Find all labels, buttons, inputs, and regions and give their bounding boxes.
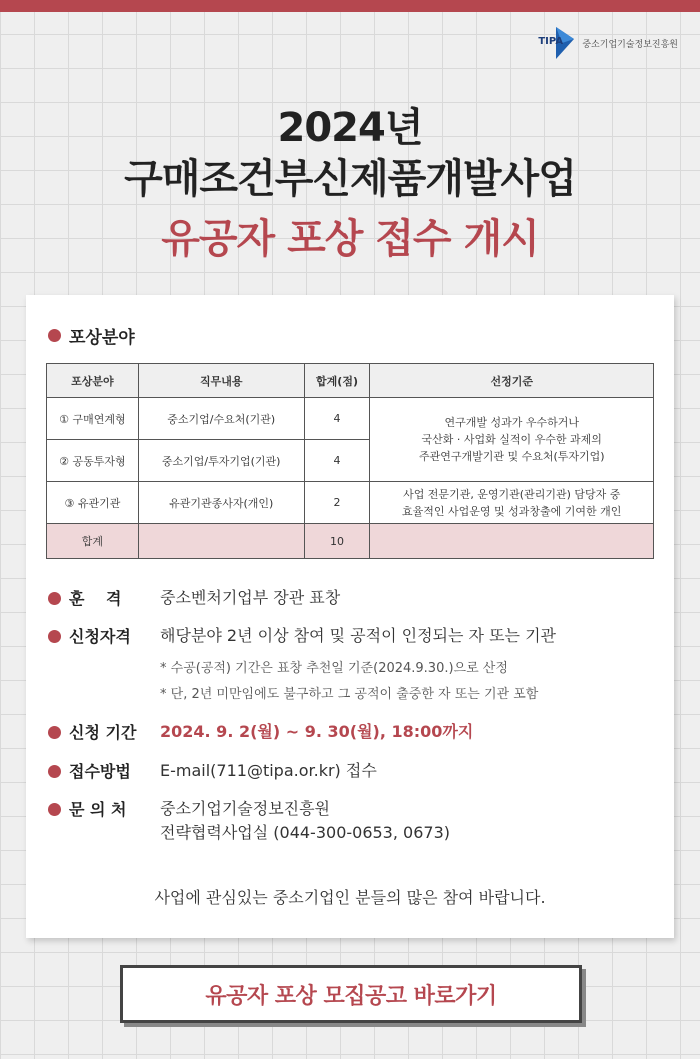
tipa-logo-mark	[538, 25, 576, 61]
info-contact	[48, 797, 450, 845]
info-label	[48, 586, 160, 609]
table-cell-duty: 유관기관종사자(개인)	[138, 482, 304, 524]
bullet-dot-icon	[48, 329, 61, 342]
logo-text-ko: 중소기업기술정보진흥원	[582, 39, 678, 50]
table-total-row	[47, 524, 654, 559]
bullet-dot-icon	[48, 630, 61, 643]
period-value: 2024. 9. 2(월) ~ 9. 30(월), 18:00까지	[160, 722, 474, 741]
bullet-dot-icon	[48, 803, 61, 816]
bullet-dot-icon	[48, 592, 61, 605]
eligibility-note-2: * 단, 2년 미만임에도 불구하고 그 공적이 출중한 자 또는 기관 포함	[160, 687, 539, 702]
criteria-line: 주관연구개발기관 및 수요처(투자기업)	[418, 450, 605, 463]
table-total-empty	[370, 524, 654, 559]
criteria-line: 사업 전문기관, 운영기관(관리기관) 담당자 중	[403, 487, 621, 501]
table-header: 포상분야	[47, 364, 139, 398]
title-announcement: 유공자 포상 접수 개시	[161, 216, 539, 262]
table-total-label: 합계	[47, 524, 139, 559]
table-cell-count: 4	[304, 440, 370, 482]
title-program: 구매조건부신제품개발사업	[124, 156, 576, 202]
info-period	[48, 720, 473, 744]
table-cell-criteria	[370, 398, 654, 482]
award-label: 훈 격	[69, 589, 130, 608]
table-row	[47, 398, 654, 440]
table-header: 합계(점)	[304, 364, 370, 398]
table-row	[47, 482, 654, 524]
table-cell-duty: 중소기업/투자기업(기관)	[138, 440, 304, 482]
table-header: 선정기준	[370, 364, 654, 398]
criteria-line: 국산화 · 사업화 실적이 우수한 과제의	[421, 433, 602, 446]
section-heading-label: 포상분야	[69, 328, 135, 348]
eligibility-label: 신청자격	[69, 627, 131, 646]
recruit-notice-button[interactable]: 유공자 포상 모집공고 바로가기	[120, 965, 582, 1023]
contact-label: 문 의 처	[69, 800, 127, 819]
bullet-dot-icon	[48, 726, 61, 739]
title-year: 2024년	[277, 105, 423, 151]
info-eligibility	[48, 624, 556, 648]
table-cell-field: ③ 유관기관	[47, 482, 139, 524]
table-cell-duty: 중소기업/수요처(기관)	[138, 398, 304, 440]
eligibility-note-1: * 수공(공적) 기간은 표창 추천일 기준(2024.9.30.)으로 산정	[160, 661, 508, 676]
contact-org: 중소기업기술정보진흥원	[160, 799, 331, 818]
info-label	[48, 624, 160, 647]
table-cell-field: ① 구매연계형	[47, 398, 139, 440]
closing-message: 사업에 관심있는 중소기업인 분들의 많은 참여 바랍니다.	[154, 888, 546, 907]
award-table	[46, 363, 654, 559]
period-label: 신청 기간	[69, 723, 137, 742]
method-value: E-mail(711@tipa.or.kr) 접수	[160, 761, 377, 780]
table-cell-field: ② 공동투자형	[47, 440, 139, 482]
contact-value	[160, 797, 450, 845]
eligibility-value: 해당분야 2년 이상 참여 및 공적이 인정되는 자 또는 기관	[160, 626, 556, 645]
info-award	[48, 586, 340, 610]
award-value: 중소벤처기업부 장관 표창	[160, 588, 341, 607]
table-cell-count: 4	[304, 398, 370, 440]
table-total-empty	[138, 524, 304, 559]
logo-text-en: TIPA	[538, 36, 564, 47]
criteria-line: 효율적인 사업운영 및 성과창출에 기여한 개인	[402, 504, 622, 518]
table-header-row	[47, 364, 654, 398]
criteria-line: 연구개발 성과가 우수하거나	[444, 416, 579, 429]
tipa-logo	[538, 25, 678, 61]
info-label	[48, 759, 160, 782]
table-cell-criteria	[370, 482, 654, 524]
info-label	[48, 797, 160, 820]
bullet-dot-icon	[48, 765, 61, 778]
table-cell-count: 2	[304, 482, 370, 524]
table-header: 직무내용	[138, 364, 304, 398]
section-heading	[48, 323, 135, 348]
method-label: 접수방법	[69, 762, 131, 781]
contact-dept: 전략협력사업실 (044-300-0653, 0673)	[160, 823, 450, 842]
info-method	[48, 759, 377, 783]
top-accent-bar	[0, 0, 700, 12]
info-label	[48, 720, 160, 743]
info-card	[26, 295, 674, 938]
table-total-count: 10	[304, 524, 370, 559]
